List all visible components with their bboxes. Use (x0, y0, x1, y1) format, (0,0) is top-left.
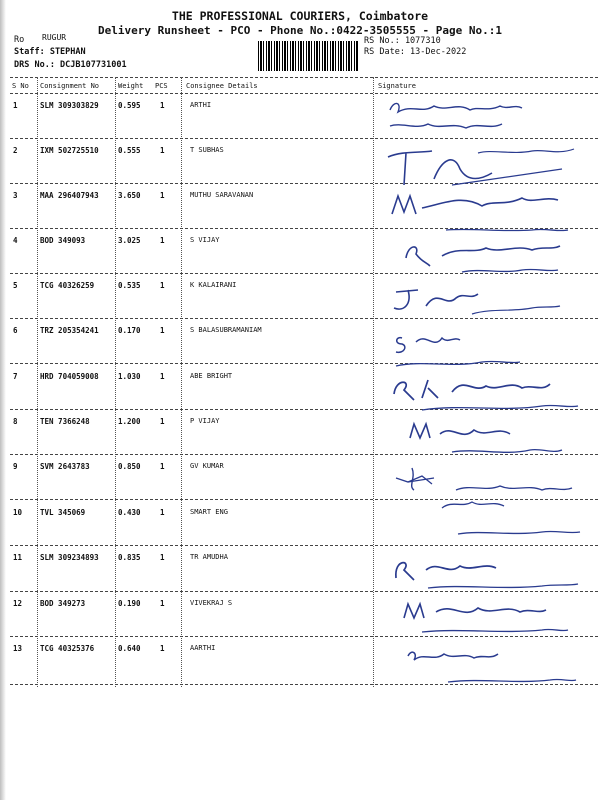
row-pcs: 1 (160, 101, 165, 110)
row-consignee: MUTHU SARAVANAN (190, 191, 254, 199)
row-weight: 0.430 (118, 508, 141, 517)
row-sno: 1 (13, 101, 18, 110)
row-sno: 8 (13, 417, 18, 426)
row-consignment: SLM 309303829 (40, 101, 99, 110)
row-sno: 7 (13, 372, 18, 381)
rs-number: RS No.: 1077310 (364, 36, 441, 46)
row-pcs: 1 (160, 462, 165, 471)
row-consignment: TVL 345069 (40, 508, 86, 517)
row-pcs: 1 (160, 372, 165, 381)
company-title: THE PROFESSIONAL COURIERS, Coimbatore (171, 9, 429, 23)
row-sno: 13 (13, 644, 23, 653)
barcode (258, 41, 358, 71)
row-consignee: TR AMUDHA (190, 553, 228, 561)
row-pcs: 1 (160, 417, 165, 426)
row-consignment: TCG 40325376 (40, 644, 95, 653)
row-sno: 6 (13, 326, 18, 335)
row-consignee: SMART ENG (190, 508, 228, 516)
row-consignment: TRZ 205354241 (40, 326, 99, 335)
row-weight: 0.190 (118, 599, 141, 608)
row-weight: 3.025 (118, 236, 141, 245)
row-consignment: TEN 7366248 (40, 417, 90, 426)
row-weight: 1.200 (118, 417, 141, 426)
row-consignment: SLM 309234893 (40, 553, 99, 562)
row-pcs: 1 (160, 146, 165, 155)
col-header-weight: Weight (118, 82, 144, 90)
ro-label: Ro (14, 35, 25, 45)
row-consignment: MAA 296407943 (40, 191, 99, 200)
col-header-sno: S No (12, 82, 29, 90)
row-pcs: 1 (160, 191, 165, 200)
col-header-consignment: Consignment No (40, 82, 100, 90)
row-weight: 0.535 (118, 281, 141, 290)
row-weight: 0.555 (118, 146, 141, 155)
row-pcs: 1 (160, 553, 165, 562)
row-weight: 1.030 (118, 372, 141, 381)
row-pcs: 1 (160, 644, 165, 653)
row-sno: 4 (13, 236, 18, 245)
row-consignment: SVM 2643783 (40, 462, 90, 471)
row-consignee: P VIJAY (190, 417, 220, 425)
col-divider (181, 77, 182, 687)
row-pcs: 1 (160, 508, 165, 517)
row-weight: 0.640 (118, 644, 141, 653)
signature-row-10 (382, 478, 587, 536)
row-consignee: VIVEKRAJ S (190, 599, 233, 607)
row-sno: 11 (13, 553, 23, 562)
row-weight: 0.850 (118, 462, 141, 471)
row-pcs: 1 (160, 281, 165, 290)
col-divider (37, 77, 38, 687)
row-sno: 9 (13, 462, 18, 471)
header-bottom-rule (10, 93, 598, 94)
row-consignment: BOD 349273 (40, 599, 86, 608)
drs-number: DRS No.: DCJB107731001 (14, 60, 127, 70)
row-consignee: S BALASUBRAMANIAM (190, 326, 262, 334)
row-consignee: ARTHI (190, 101, 212, 109)
row-consignee: ABE BRIGHT (190, 372, 233, 380)
row-consignment: BOD 349093 (40, 236, 86, 245)
row-consignment: HRD 704059008 (40, 372, 99, 381)
row-weight: 0.595 (118, 101, 141, 110)
row-sno: 12 (13, 599, 23, 608)
signature-row-13 (382, 642, 587, 700)
ro-value: RUGUR (42, 33, 67, 42)
row-pcs: 1 (160, 599, 165, 608)
col-header-consignee: Consignee Details (186, 82, 258, 90)
row-weight: 0.835 (118, 553, 141, 562)
rs-date: RS Date: 13-Dec-2022 (364, 47, 467, 57)
row-consignment: TCG 40326259 (40, 281, 95, 290)
staff-label: Staff: STEPHAN (14, 47, 86, 57)
scan-edge-shadow (0, 0, 6, 800)
runsheet-subtitle: Delivery Runsheet - PCO - Phone No.:0422-3505555 - Page No.:1 (98, 24, 502, 37)
table-top-rule (10, 77, 598, 78)
col-divider (373, 77, 374, 687)
row-weight: 3.650 (118, 191, 141, 200)
col-divider (115, 77, 116, 687)
row-consignee: K KALAIRANI (190, 281, 237, 289)
col-header-pcs: PCS (155, 82, 168, 90)
row-separator (10, 545, 598, 546)
row-sno: 10 (13, 508, 23, 517)
row-consignee: AARTHI (190, 644, 216, 652)
row-pcs: 1 (160, 236, 165, 245)
row-sno: 3 (13, 191, 18, 200)
row-sno: 5 (13, 281, 18, 290)
col-header-signature: Signature (378, 82, 416, 90)
row-pcs: 1 (160, 326, 165, 335)
row-consignee: T SUBHAS (190, 146, 224, 154)
row-weight: 0.170 (118, 326, 141, 335)
row-sno: 2 (13, 146, 18, 155)
row-consignee: GV KUMAR (190, 462, 224, 470)
row-consignment: IXM 502725510 (40, 146, 99, 155)
row-consignee: S VIJAY (190, 236, 220, 244)
